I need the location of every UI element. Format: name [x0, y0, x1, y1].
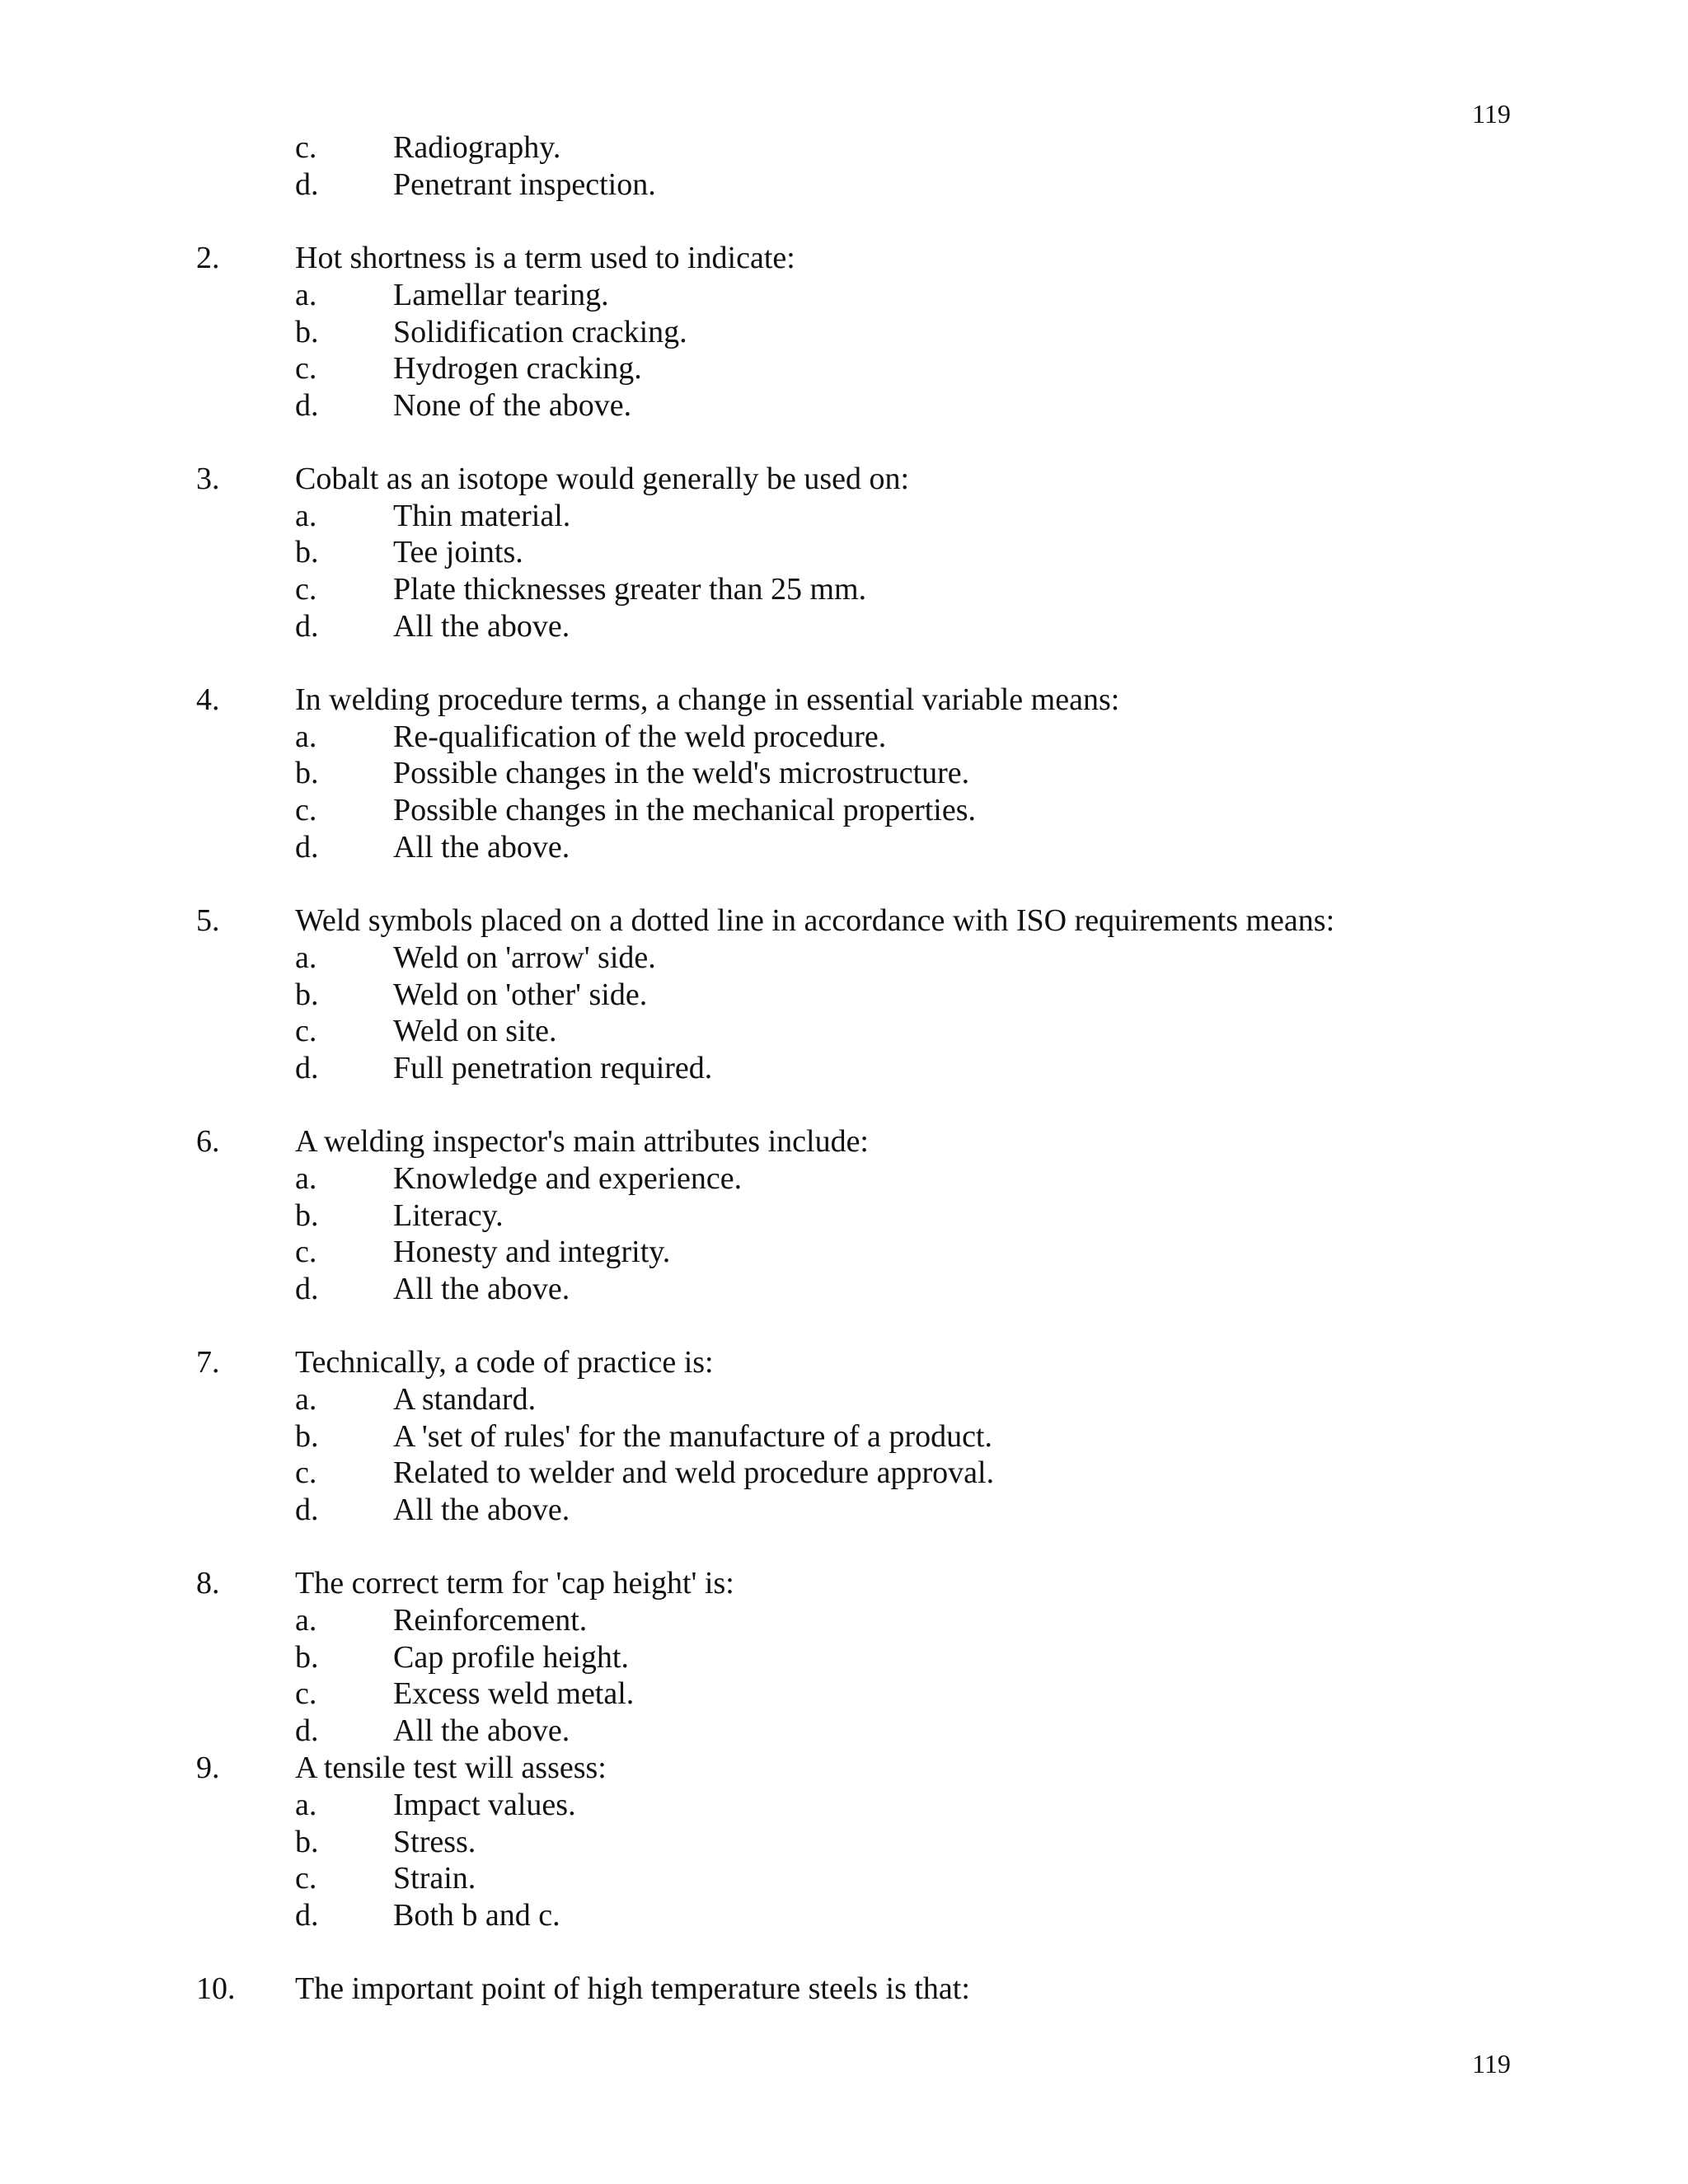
option-letter: d.: [295, 1713, 319, 1748]
option-letter: c.: [295, 572, 317, 607]
option-text: Possible changes in the mechanical properties.: [393, 793, 977, 827]
option-text: All the above.: [393, 1713, 570, 1748]
option-letter: c.: [295, 1676, 317, 1711]
option-text: Excess weld metal.: [393, 1676, 635, 1711]
option-text: Penetrant inspection.: [393, 167, 656, 202]
option-text: Possible changes in the weld's microstructure.: [393, 756, 970, 790]
option-letter: c.: [295, 130, 317, 165]
option-text: Reinforcement.: [393, 1603, 588, 1638]
option-letter: a.: [295, 1603, 317, 1638]
option-text: Thin material.: [393, 499, 571, 533]
option-text: Re-qualification of the weld procedure.: [393, 719, 887, 754]
option-letter: d.: [295, 388, 319, 423]
option-text: All the above.: [393, 1272, 570, 1306]
option-text: Plate thicknesses greater than 25 mm.: [393, 572, 867, 607]
option-text: Honesty and integrity.: [393, 1235, 671, 1269]
option-text: Tee joints.: [393, 535, 523, 569]
question-text: The correct term for 'cap height' is:: [295, 1566, 734, 1601]
option-text: All the above.: [393, 830, 570, 865]
option-letter: d.: [295, 1272, 319, 1306]
option-text: Hydrogen cracking.: [393, 351, 642, 386]
page-number-top: 119: [1472, 99, 1511, 129]
question-number: 8.: [196, 1566, 220, 1601]
question-number: 5.: [196, 903, 220, 938]
option-letter: c.: [295, 351, 317, 386]
option-letter: a.: [295, 499, 317, 533]
option-letter: d.: [295, 1051, 319, 1085]
option-text: Impact values.: [393, 1788, 576, 1822]
option-text: Full penetration required.: [393, 1051, 713, 1085]
option-letter: a.: [295, 719, 317, 754]
question-number: 4.: [196, 682, 220, 717]
option-text: Radiography.: [393, 130, 561, 165]
question-number: 7.: [196, 1345, 220, 1380]
option-text: A 'set of rules' for the manufacture of a product.: [393, 1419, 992, 1454]
option-letter: c.: [295, 1861, 317, 1896]
option-text: Strain.: [393, 1861, 476, 1896]
question-text: Hot shortness is a term used to indicate:: [295, 241, 795, 275]
option-letter: b.: [295, 1640, 319, 1675]
question-number: 10.: [196, 1971, 236, 2006]
option-letter: d.: [295, 167, 319, 202]
option-letter: d.: [295, 1493, 319, 1527]
question-text: A welding inspector's main attributes include:: [295, 1124, 869, 1159]
option-letter: c.: [295, 1014, 317, 1048]
option-letter: b.: [295, 1198, 319, 1233]
option-letter: b.: [295, 977, 319, 1012]
option-letter: d.: [295, 830, 319, 865]
option-letter: b.: [295, 1419, 319, 1454]
option-text: Weld on site.: [393, 1014, 557, 1048]
question-number: 2.: [196, 241, 220, 275]
option-text: All the above.: [393, 609, 570, 644]
question-text: Technically, a code of practice is:: [295, 1345, 714, 1380]
option-letter: a.: [295, 1161, 317, 1196]
option-text: Knowledge and experience.: [393, 1161, 743, 1196]
option-letter: a.: [295, 278, 317, 312]
option-letter: b.: [295, 756, 319, 790]
option-letter: a.: [295, 940, 317, 975]
question-number: 3.: [196, 462, 220, 496]
option-letter: c.: [295, 1235, 317, 1269]
option-text: Literacy.: [393, 1198, 504, 1233]
question-text: In welding procedure terms, a change in essential variable means:: [295, 682, 1120, 717]
option-text: A standard.: [393, 1382, 537, 1417]
option-text: Lamellar tearing.: [393, 278, 609, 312]
option-letter: d.: [295, 1898, 319, 1933]
option-letter: c.: [295, 793, 317, 827]
question-text: Cobalt as an isotope would generally be used on:: [295, 462, 910, 496]
option-text: All the above.: [393, 1493, 570, 1527]
question-text: A tensile test will assess:: [295, 1750, 607, 1785]
option-text: Cap profile height.: [393, 1640, 629, 1675]
option-letter: d.: [295, 609, 319, 644]
page-number-bottom: 119: [1472, 2049, 1511, 2079]
option-letter: a.: [295, 1788, 317, 1822]
option-text: Stress.: [393, 1825, 476, 1859]
question-number: 6.: [196, 1124, 220, 1159]
question-text: Weld symbols placed on a dotted line in accordance with ISO requirements means:: [295, 903, 1335, 938]
option-text: Solidification cracking.: [393, 315, 687, 349]
option-text: None of the above.: [393, 388, 632, 423]
option-letter: c.: [295, 1455, 317, 1490]
question-text: The important point of high temperature steels is that:: [295, 1971, 970, 2006]
option-letter: b.: [295, 315, 319, 349]
question-number: 9.: [196, 1750, 220, 1785]
option-text: Related to welder and weld procedure approval.: [393, 1455, 995, 1490]
option-text: Weld on 'arrow' side.: [393, 940, 656, 975]
option-text: Both b and c.: [393, 1898, 560, 1933]
option-letter: a.: [295, 1382, 317, 1417]
option-letter: b.: [295, 535, 319, 569]
option-letter: b.: [295, 1825, 319, 1859]
option-text: Weld on 'other' side.: [393, 977, 648, 1012]
